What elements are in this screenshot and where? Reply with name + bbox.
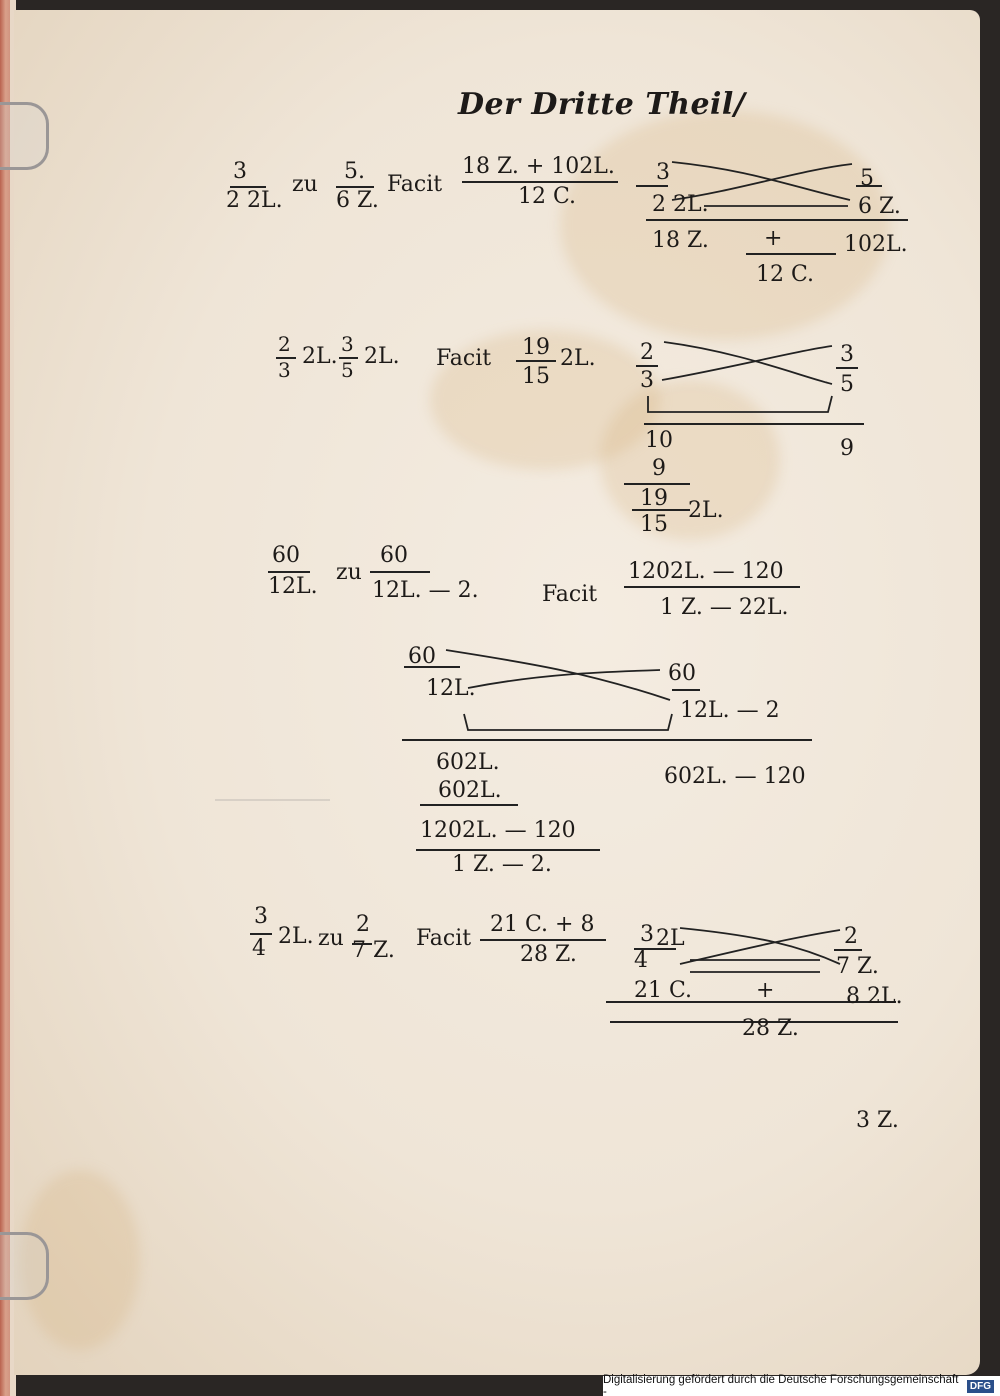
digitization-footer bbox=[603, 1376, 1000, 1396]
ex2-result-denominator: 15 bbox=[522, 364, 550, 389]
ex3-fraction2-denominator: 12L. — 2. bbox=[372, 578, 479, 603]
ex2-fraction1-denominator: 3 bbox=[278, 358, 291, 382]
ex2-diagram-top-right: 3 bbox=[840, 342, 854, 367]
ex2-diagram-result-unit: 2L. bbox=[688, 498, 724, 523]
ex3-result-numerator: 1202L. — 120 bbox=[628, 559, 784, 584]
ex1-diagram-bottom-left: 2 2L. bbox=[652, 192, 709, 217]
ex3-fraction1-numerator: 60 bbox=[272, 543, 300, 568]
ex1-diagram-bottom-right: 6 Z. bbox=[858, 194, 901, 219]
ex2-diagram-sum: 9 bbox=[652, 456, 666, 481]
ex4-diagram-denominator: 28 Z. bbox=[742, 1016, 799, 1041]
ex3-diagram-bottom-right: 12L. — 2 bbox=[680, 698, 780, 723]
ex3-sum-denominator: 1 Z. — 2. bbox=[452, 852, 552, 877]
footer-text: Digitalisierung gefördert durch die Deutsche Forschungsgemeinschaft - bbox=[603, 1374, 959, 1396]
ex4-diagram-top-right: 2 bbox=[844, 924, 858, 949]
ex2-diagram-product1: 10 bbox=[645, 428, 673, 453]
ex3-result-denominator: 1 Z. — 22L. bbox=[660, 595, 789, 620]
ex2-result-numerator: 19 bbox=[522, 335, 550, 360]
ex2-fraction2-denominator: 5 bbox=[341, 358, 354, 382]
ex2-diagram-result-denominator: 15 bbox=[640, 512, 668, 537]
ex1-diagram-product1: 18 Z. bbox=[652, 228, 709, 253]
ex1-result-denominator: 12 C. bbox=[518, 184, 577, 209]
ex4-result-numerator: 21 C. + 8 bbox=[490, 912, 595, 937]
ex4-diagram-plus: + bbox=[756, 978, 775, 1003]
ex2-diagram-top-left: 2 bbox=[640, 340, 654, 365]
ex1-diagram-top-right: 5 bbox=[860, 166, 874, 191]
ex1-diagram-top-left: 3 bbox=[656, 160, 670, 185]
ex2-fraction2-unit: 2L. bbox=[364, 344, 400, 369]
ex3-fraction2-numerator: 60 bbox=[380, 543, 408, 568]
ex1-result-numerator: 18 Z. + 102L. bbox=[462, 154, 615, 179]
ex3-zu: zu bbox=[336, 560, 362, 585]
ex3-diagram-product2: 602L. — 120 bbox=[664, 764, 806, 789]
ex2-fraction1-unit: 2L. bbox=[302, 344, 338, 369]
ex3-diagram-bottom-left: 12L. bbox=[426, 676, 476, 701]
ex4-facit: Facit bbox=[416, 926, 472, 951]
ex3-sum-term1: 602L. bbox=[438, 778, 502, 803]
ex3-diagram-top-left: 60 bbox=[408, 644, 436, 669]
ex3-diagram-product1: 602L. bbox=[436, 750, 500, 775]
ex2-fraction1-numerator: 2 bbox=[278, 332, 291, 356]
ex4-diagram-bottom-right: 7 Z. bbox=[836, 954, 879, 979]
ex1-fraction2-denominator: 6 Z. bbox=[336, 188, 379, 213]
ex1-diagram-denominator: 12 C. bbox=[756, 262, 815, 287]
ex2-diagram-result-numerator: 19 bbox=[640, 486, 668, 511]
ex4-fraction2-denominator: 7 Z. bbox=[352, 938, 395, 963]
catchword: 3 Z. bbox=[856, 1108, 899, 1133]
page-header: Der Dritte Theil/ bbox=[458, 87, 746, 122]
ex4-fraction1-numerator: 3 bbox=[254, 904, 268, 929]
ex4-diagram-product2: 8 2L. bbox=[846, 984, 903, 1009]
ex4-diagram-top-left: 3 bbox=[640, 922, 654, 947]
ex3-facit: Facit bbox=[542, 582, 598, 607]
ex2-diagram-product2: 9 bbox=[840, 436, 854, 461]
ex2-result-unit: 2L. bbox=[560, 346, 596, 371]
ex1-diagram-plus: + bbox=[764, 226, 783, 251]
dfg-logo: DFG bbox=[967, 1380, 994, 1393]
ex2-facit: Facit bbox=[436, 346, 492, 371]
ex3-fraction1-denominator: 12L. bbox=[268, 574, 318, 599]
ex3-sum-result: 1202L. — 120 bbox=[420, 818, 576, 843]
ex4-diagram-top-left-unit: 2L bbox=[656, 926, 685, 951]
ex1-diagram-product2: 102L. bbox=[844, 232, 908, 257]
ex4-diagram-product1: 21 C. bbox=[634, 978, 693, 1003]
ex4-diagram-bottom-left: 4 bbox=[634, 948, 648, 973]
ex4-fraction1-denominator: 4 bbox=[252, 936, 266, 961]
ex4-fraction1-unit: 2L. bbox=[278, 924, 314, 949]
ex1-fraction2-numerator: 5. bbox=[344, 159, 365, 184]
ex2-fraction2-numerator: 3 bbox=[341, 332, 354, 356]
ex1-zu: zu bbox=[292, 172, 318, 197]
ex2-diagram-bottom-left: 3 bbox=[640, 368, 654, 393]
ex4-zu: zu bbox=[318, 926, 344, 951]
ex3-diagram-top-right: 60 bbox=[668, 661, 696, 686]
ex1-fraction1-numerator: 3 bbox=[233, 159, 247, 184]
ex4-result-denominator: 28 Z. bbox=[520, 942, 577, 967]
ex2-diagram-bottom-right: 5 bbox=[840, 372, 854, 397]
ex1-facit: Facit bbox=[387, 172, 443, 197]
ex1-fraction1-denominator: 2 2L. bbox=[226, 188, 283, 213]
ex4-fraction2-numerator: 2 bbox=[356, 912, 370, 937]
